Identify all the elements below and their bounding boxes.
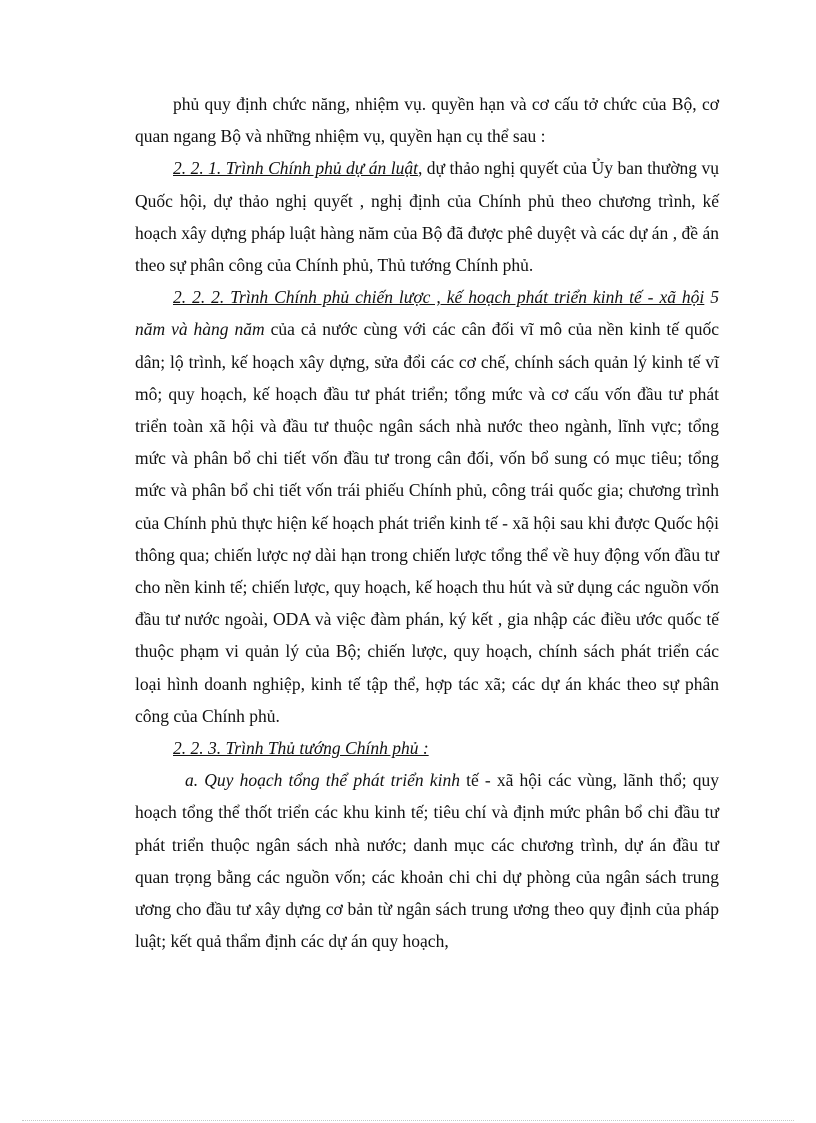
section-heading-2-2-3: 2. 2. 3. Trình Thủ tướng Chính phủ :	[173, 738, 429, 759]
paragraph-text: của cả nước cùng với các cân đối vĩ mô của nền kinh tế quốc dân; lộ trình, kế hoạch xây dựng, sửa đổi các cơ chế, chính sách quản lý kinh tế vĩ mô; quy hoạch, kế hoạch đầu tư phát triển; tổng mức và cơ cấu vốn đầu tư phát triển toàn xã hội và đầu tư thuộc ngân sách nhà nước theo ngành, lĩnh vực; tổng mức và phân bổ chi tiết vốn đầu tư trong cân đối, vốn bổ sung có mục tiêu; tổng mức và phân bổ chi tiết vốn trái phiếu Chính phủ, công trái quốc gia; chương trình của Chính phủ thực hiện kế hoạch phát triển kinh tế - xã hội sau khi được Quốc hội thông qua; chiến lược nợ dài hạn trong chiến lược tổng thể về huy động vốn đầu tư cho nền kinh tế; chiến lược, quy hoạch, kế hoạch thu hút và sử dụng các nguồn vốn đầu tư nước ngoài, ODA và việc đàm phán, ký kết , gia nhập các điều ước quốc tế thuộc phạm vi quản lý của Bộ; chiến lược, quy hoạch, chính sách phát triển các loại hình doanh nghiệp, kinh tế tập thể, hợp tác xã; các dự án khác theo sự phân công của Chính phủ.	[135, 319, 720, 726]
section-heading-2-2-1: 2. 2. 1. Trình Chính phủ dự án luật	[173, 158, 418, 179]
page-bottom-divider	[22, 1120, 794, 1121]
paragraph-2-2-3	[135, 732, 719, 764]
paragraph-text: , dự thảo nghị quyết của Ủy ban thường vụ Quốc hội, dự thảo nghị quyết , nghị định của Chính phủ theo chương trình, kế hoạch xây dựng pháp luật hàng năm của Bộ đã được phê duyệt và các dự án , đề án theo sự phân công của Chính phủ, Thủ tướng Chính phủ.	[135, 158, 719, 276]
paragraph-2-2-1	[135, 152, 719, 281]
italic-phrase: 5 năm và hàng năm	[135, 287, 720, 340]
paragraph-intro: phủ quy định chức năng, nhiệm vụ. quyền hạn và cơ cấu tở chức của Bộ, cơ quan ngang Bộ và những nhiệm vụ, quyền hạn cụ thể sau :	[135, 94, 719, 147]
paragraph-item-a	[135, 764, 719, 957]
paragraph-text: tế - xã hội các vùng, lãnh thổ; quy hoạch tổng thể thốt triển các khu kinh tế; tiêu chí và định mức phân bổ chi đầu tư phát triển thuộc ngân sách nhà nước; danh mục các chương trình, dự án đầu tư quan trọng bằng các nguồn vốn; các khoản chi chi dự phòng của ngân sách trung ương cho đầu tư xây dựng cơ bản từ ngân sách trung ương theo quy định của pháp luật; kết quả thẩm định các dự án quy hoạch,	[135, 770, 719, 952]
section-heading-2-2-2: 2. 2. 2. Trình Chính phủ chiến lược , kế hoạch phát triển kinh tế - xã hội	[173, 287, 705, 308]
document-body	[135, 88, 719, 957]
item-a-label: a. Quy hoạch tổng thể phát triển kinh	[185, 770, 460, 791]
paragraph-2-2-2	[135, 281, 719, 732]
